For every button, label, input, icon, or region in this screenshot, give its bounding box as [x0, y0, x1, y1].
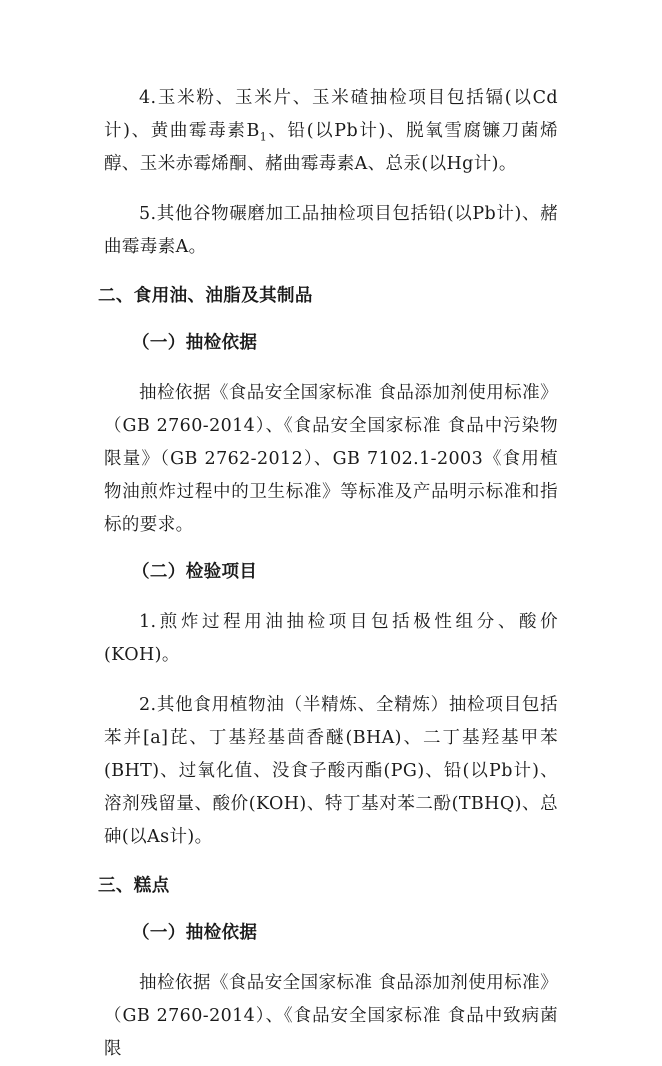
section2-item1: 1.煎炸过程用油抽检项目包括极性组分、酸价(KOH)。 — [104, 612, 558, 665]
section2-items-heading: （二）检验项目 — [132, 562, 258, 582]
section2-basis-heading: （一）抽检依据 — [132, 333, 258, 353]
section3-basis-heading: （一）抽检依据 — [132, 923, 258, 943]
section3-title: 三、糕点 — [98, 876, 170, 896]
item4-text-b: 、铅(以Pb计)、脱氧雪腐镰刀菌烯醇、玉米赤霉烯酮、赭曲霉毒素A、总汞(以Hg计)。 — [104, 121, 558, 174]
item5-paragraph: 5.其他谷物碾磨加工品抽检项目包括铅(以Pb计)、赭曲霉毒素A。 — [104, 204, 558, 257]
section3-basis-text: 抽检依据《食品安全国家标准 食品添加剂使用标准》（GB 2760-2014）、《食品安全国家标准 食品中致病菌限 — [104, 973, 558, 1059]
item4-text-a: 4.玉米粉、玉米片、玉米碴抽检项目包括镉(以Cd计)、黄曲霉毒素B — [104, 88, 558, 141]
section2-item2: 2.其他食用植物油（半精炼、全精炼）抽检项目包括苯并[a]芘、丁基羟基茴香醚(BHA)、二丁基羟基甲苯(BHT)、过氧化值、没食子酸丙酯(PG)、铅(以Pb计)、溶剂残留量、酸价(KOH)、特丁基对苯二酚(TBHQ)、总砷(以As计)。 — [104, 695, 558, 847]
item4-paragraph — [104, 82, 558, 181]
section2-basis-text: 抽检依据《食品安全国家标准 食品添加剂使用标准》（GB 2760-2014）、《食品安全国家标准 食品中污染物限量》（GB 2762-2012）、GB 7102.1-2003《食用植物油煎炸过程中的卫生标准》等标准及产品明示标准和指标的要求。 — [104, 383, 558, 535]
section2-title: 二、食用油、油脂及其制品 — [98, 286, 313, 306]
item4-subscript: 1 — [259, 130, 268, 144]
